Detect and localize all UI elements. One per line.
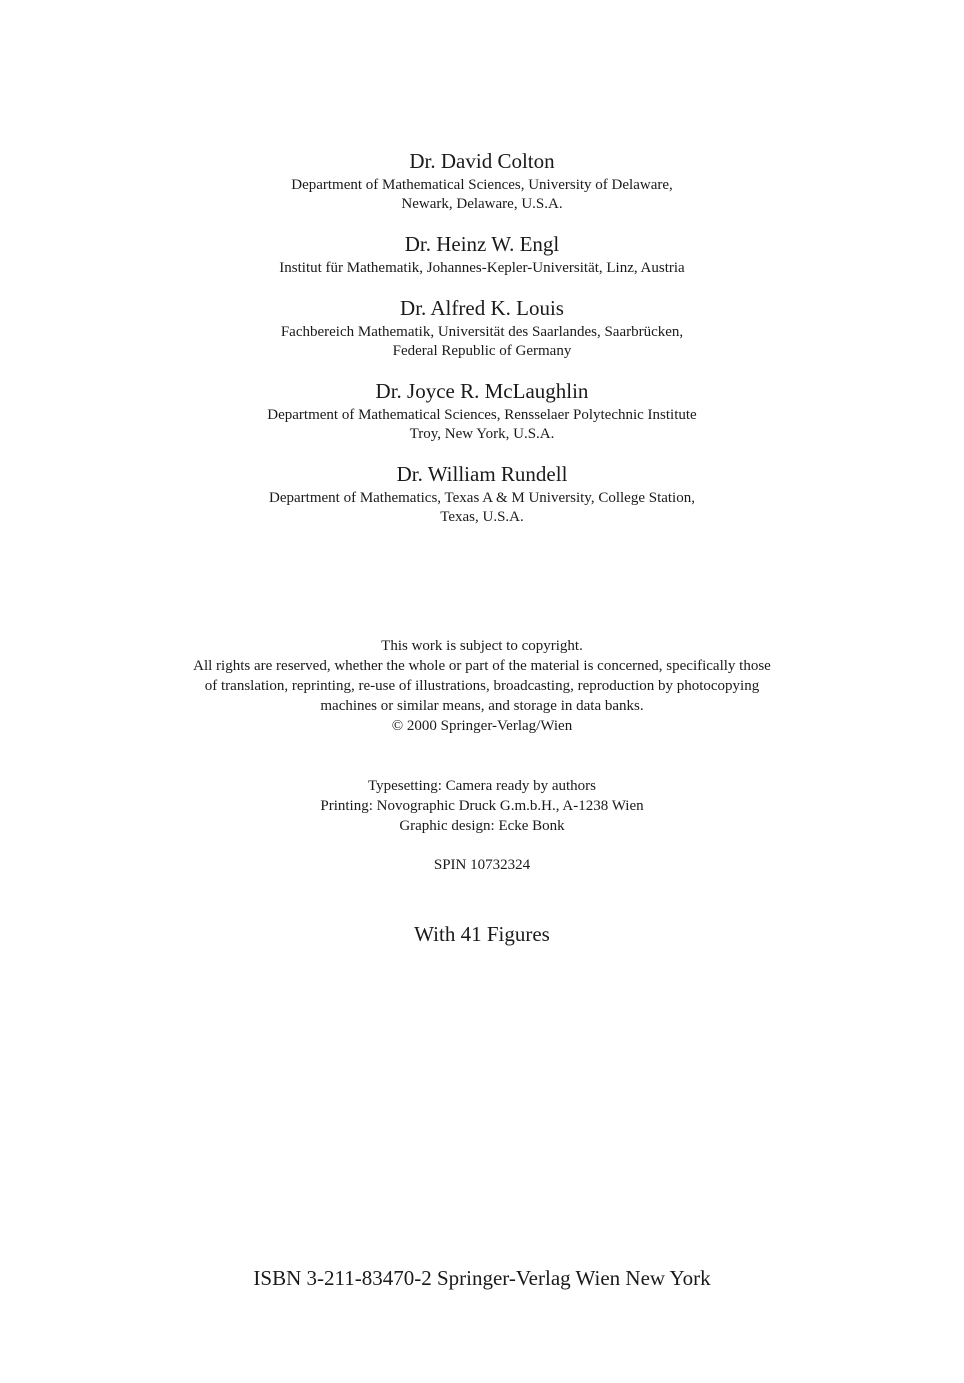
copyright-notice	[0, 636, 964, 736]
editor-entry	[0, 461, 964, 527]
editor-affiliation	[0, 176, 964, 214]
editor-affiliation	[0, 489, 964, 527]
affiliation-line: Federal Republic of Germany	[392, 343, 572, 359]
editor-affiliation	[0, 323, 964, 361]
affiliation-line: Texas, U.S.A.	[440, 509, 524, 525]
editor-affiliation	[0, 259, 964, 278]
editor-entry	[0, 378, 964, 444]
copyright-line: All rights are reserved, whether the whole or part of the material is concerned, specifically those	[193, 658, 771, 674]
editor-list	[0, 148, 964, 544]
editor-name: Dr. Alfred K. Louis	[400, 296, 564, 320]
copyright-line: © 2000 Springer-Verlag/Wien	[391, 718, 573, 734]
affiliation-line: Institut für Mathematik, Johannes-Kepler-Universität, Linz, Austria	[279, 260, 685, 276]
isbn-line: ISBN 3-211-83470-2 Springer-Verlag Wien New York	[253, 1266, 711, 1290]
production-line: Typesetting: Camera ready by authors	[367, 778, 597, 794]
production-line: Printing: Novographic Druck G.m.b.H., A-1238 Wien	[320, 798, 644, 814]
editor-name: Dr. David Colton	[409, 149, 555, 173]
figures-count: With 41 Figures	[414, 922, 550, 946]
copyright-line: This work is subject to copyright.	[381, 638, 583, 654]
production-line: Graphic design: Ecke Bonk	[399, 818, 565, 834]
affiliation-line: Department of Mathematics, Texas A & M University, College Station,	[269, 490, 695, 506]
editor-name: Dr. William Rundell	[396, 462, 568, 486]
editor-entry	[0, 231, 964, 278]
editor-entry	[0, 295, 964, 361]
affiliation-line: Newark, Delaware, U.S.A.	[401, 196, 563, 212]
affiliation-line: Department of Mathematical Sciences, Rensselaer Polytechnic Institute	[267, 407, 697, 423]
affiliation-line: Troy, New York, U.S.A.	[409, 426, 555, 442]
affiliation-line: Fachbereich Mathematik, Universität des Saarlandes, Saarbrücken,	[280, 324, 684, 340]
editor-name: Dr. Joyce R. McLaughlin	[375, 379, 589, 403]
copyright-line: of translation, reprinting, re-use of illustrations, broadcasting, reproduction by photocopying	[204, 678, 760, 694]
spin-number: SPIN 10732324	[433, 857, 531, 873]
copyright-line: machines or similar means, and storage in data banks.	[320, 698, 644, 714]
production-credits	[0, 776, 964, 836]
editor-name: Dr. Heinz W. Engl	[404, 232, 560, 256]
affiliation-line: Department of Mathematical Sciences, University of Delaware,	[291, 177, 673, 193]
editor-entry	[0, 148, 964, 214]
editor-affiliation	[0, 406, 964, 444]
